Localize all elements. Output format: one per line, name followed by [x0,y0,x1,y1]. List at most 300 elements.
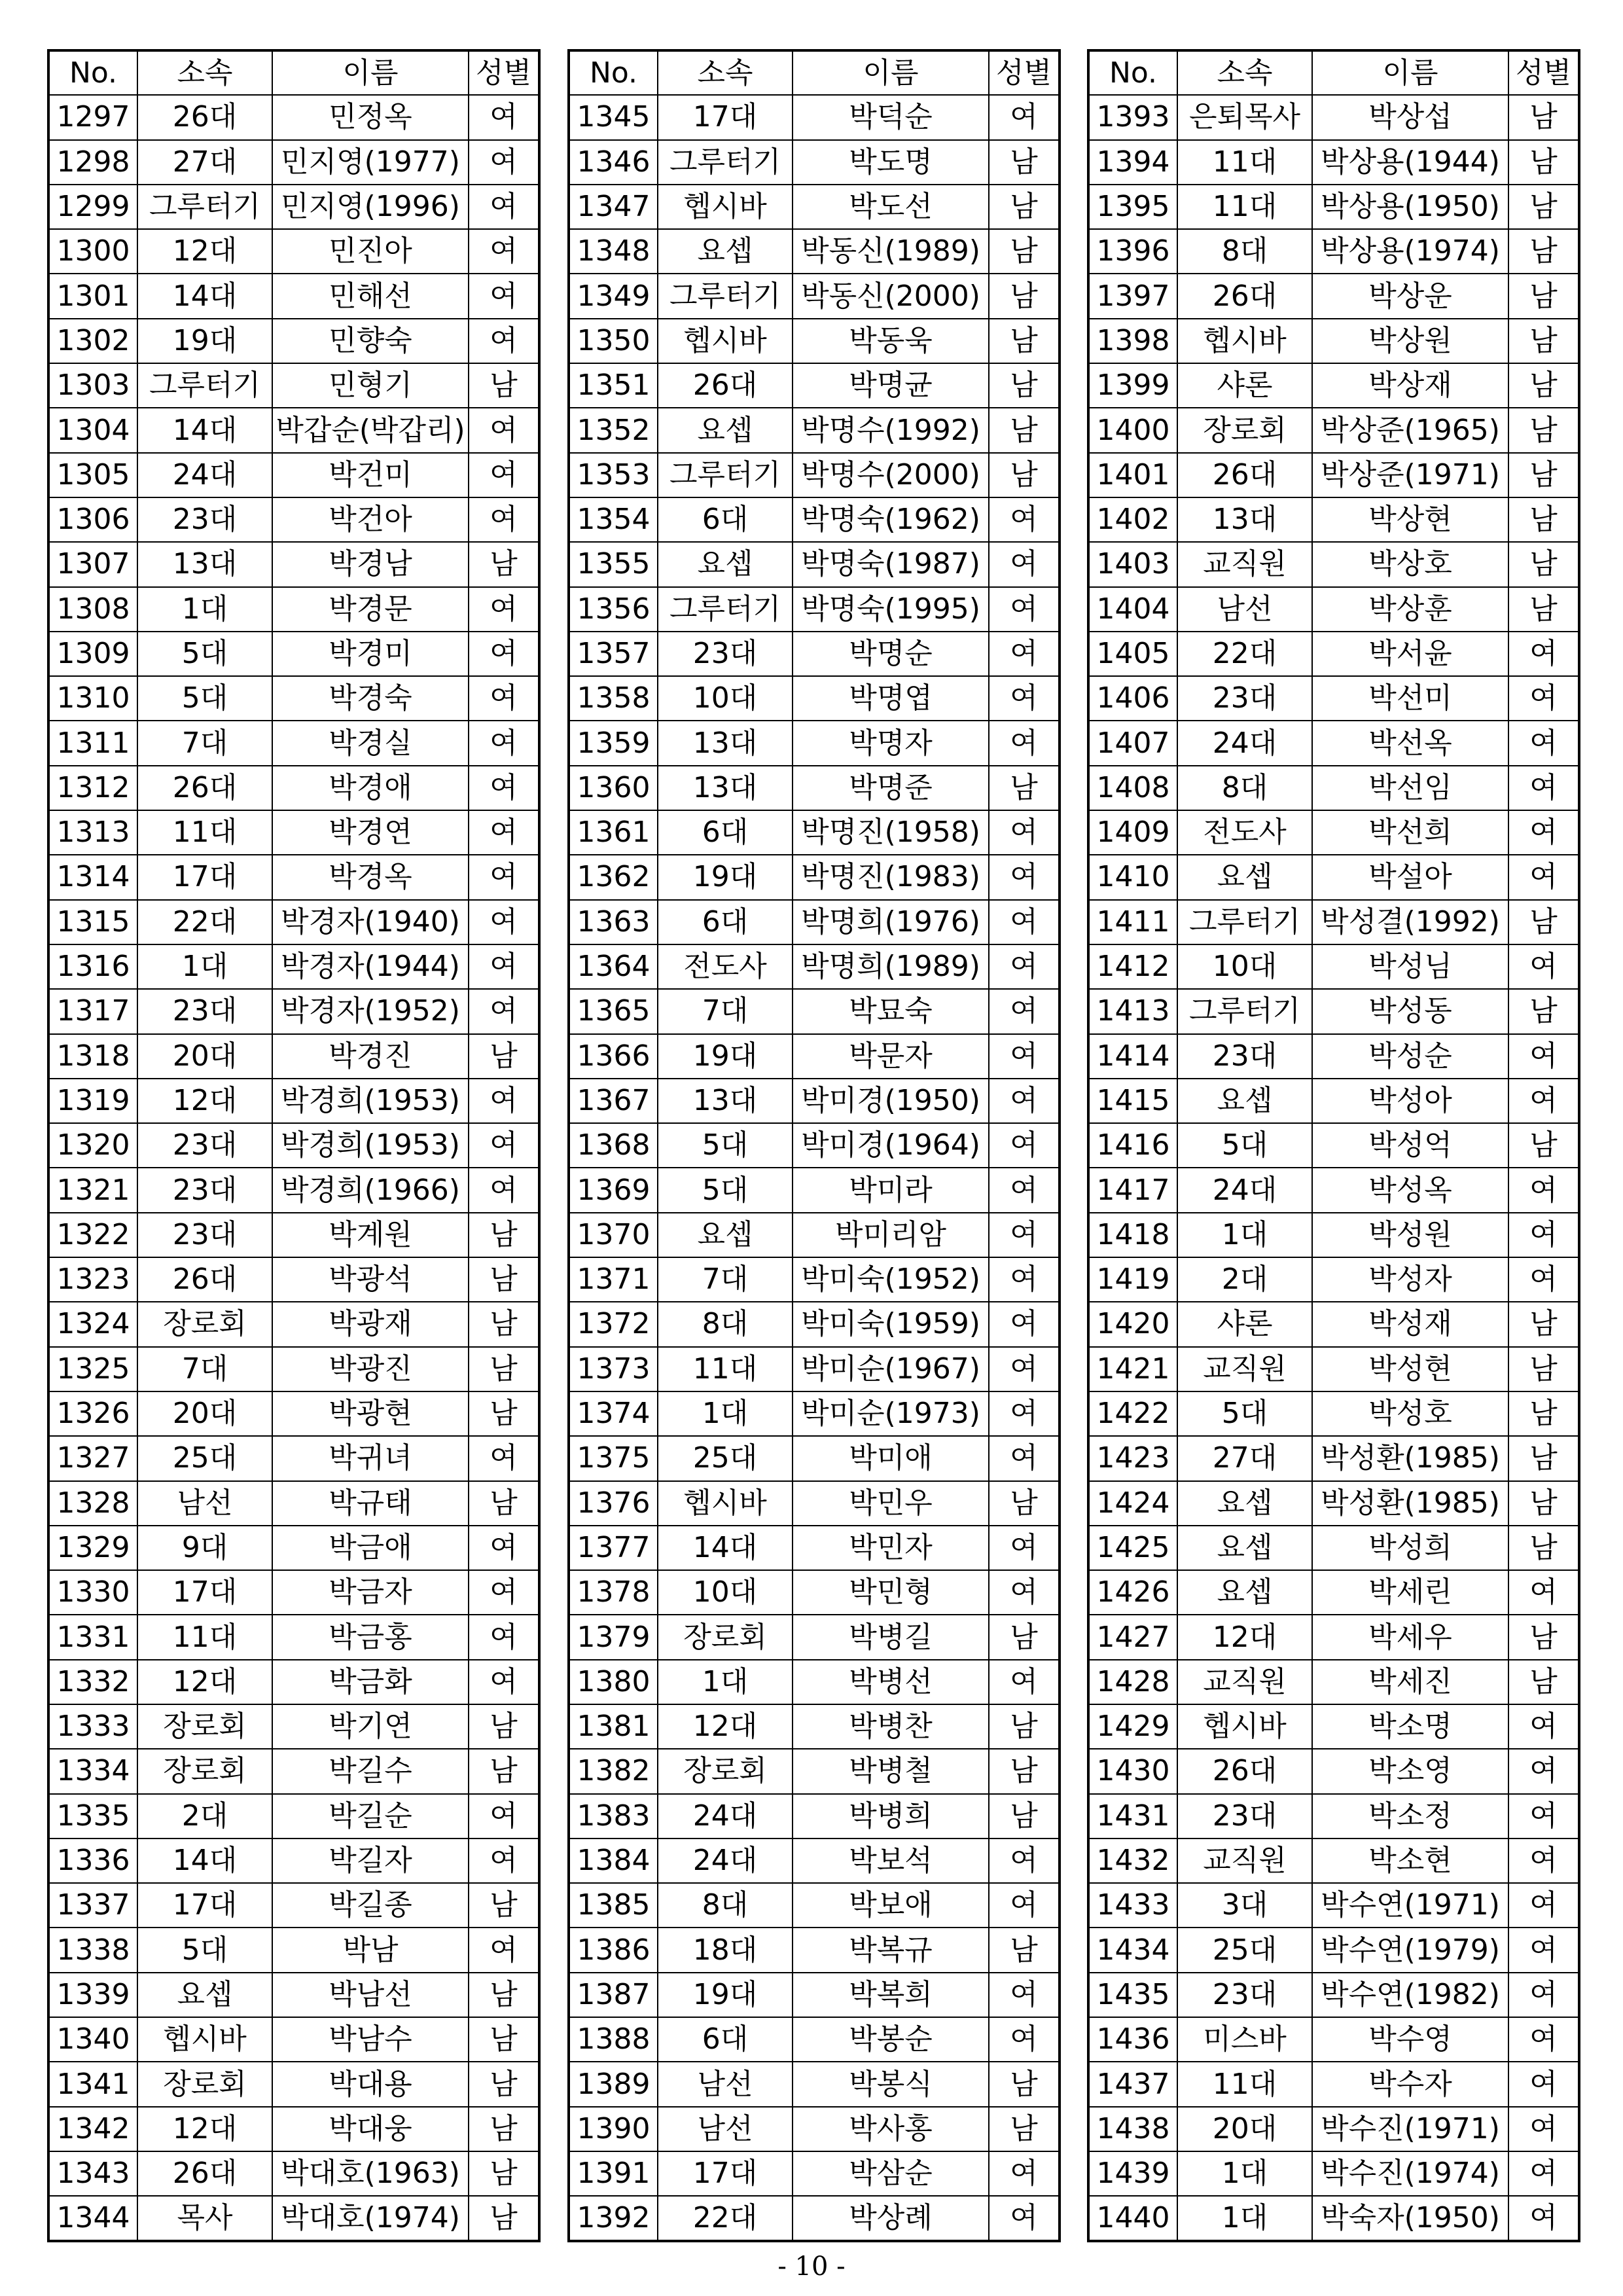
cell-name: 민향숙 [272,319,469,363]
table-row [1088,766,1579,810]
table-row [1088,2107,1579,2151]
cell-no: 1322 [48,1213,137,1257]
cell-gender: 남 [469,1257,539,1302]
cell-name: 박상준(1965) [1312,408,1508,452]
cell-affiliation: 1대 [137,944,272,989]
cell-affiliation: 그루터기 [658,453,793,497]
header-name: 이름 [793,50,989,95]
cell-name: 박상재 [1312,363,1508,408]
cell-name: 박설아 [1312,855,1508,899]
table-row [569,1168,1060,1212]
cell-no: 1366 [569,1034,658,1079]
cell-affiliation: 샤론 [1177,363,1312,408]
cell-gender: 남 [469,1973,539,2017]
cell-name: 박병철 [793,1749,989,1793]
table-row [569,1257,1060,1302]
cell-name: 박광현 [272,1391,469,1436]
cell-name: 박복희 [793,1973,989,2017]
cell-gender: 여 [469,587,539,632]
cell-gender: 남 [989,1794,1060,1839]
cell-name: 박사홍 [793,2107,989,2151]
cell-gender: 여 [469,1570,539,1615]
table-row [1088,274,1579,318]
cell-affiliation: 요셉 [658,1213,793,1257]
table-row [48,1928,539,1972]
cell-name: 박경자(1952) [272,989,469,1033]
cell-affiliation: 13대 [658,766,793,810]
cell-gender: 여 [1508,2062,1579,2106]
header-no: No. [1088,50,1177,95]
cell-gender: 여 [989,1660,1060,1704]
cell-name: 박미순(1973) [793,1391,989,1436]
cell-name: 박성억 [1312,1123,1508,1168]
cell-name: 박건아 [272,497,469,542]
cell-gender: 여 [989,1168,1060,1212]
cell-name: 박성순 [1312,1034,1508,1079]
cell-gender: 여 [989,676,1060,721]
cell-gender: 남 [989,1481,1060,1526]
cell-affiliation: 요셉 [658,542,793,586]
table-row [1088,95,1579,139]
cell-name: 박상례 [793,2196,989,2240]
table-row [48,1839,539,1883]
cell-gender: 남 [989,1704,1060,1749]
cell-gender: 남 [1508,1123,1579,1168]
cell-affiliation: 14대 [658,1526,793,1570]
cell-gender: 여 [1508,2151,1579,2196]
cell-affiliation: 23대 [1177,1034,1312,1079]
cell-no: 1353 [569,453,658,497]
cell-no: 1357 [569,632,658,676]
cell-affiliation: 요셉 [1177,1079,1312,1123]
cell-affiliation: 27대 [1177,1436,1312,1480]
table-row [569,1883,1060,1928]
cell-affiliation: 교직원 [1177,542,1312,586]
cell-affiliation: 18대 [658,1928,793,1972]
cell-no: 1390 [569,2107,658,2151]
cell-gender: 여 [989,1079,1060,1123]
cell-gender: 여 [989,1883,1060,1928]
cell-gender: 여 [989,1839,1060,1883]
table-row [1088,1839,1579,1883]
cell-name: 박명희(1989) [793,944,989,989]
table-row [1088,721,1579,765]
cell-name: 박상원 [1312,319,1508,363]
cell-no: 1376 [569,1481,658,1526]
cell-affiliation: 24대 [1177,1168,1312,1212]
cell-no: 1362 [569,855,658,899]
cell-name: 박경자(1944) [272,944,469,989]
cell-gender: 남 [1508,363,1579,408]
cell-gender: 여 [1508,1794,1579,1839]
table-row [569,766,1060,810]
cell-no: 1430 [1088,1749,1177,1793]
cell-name: 박성환(1985) [1312,1481,1508,1526]
cell-no: 1346 [569,140,658,185]
table-row [1088,1526,1579,1570]
cell-gender: 여 [1508,721,1579,765]
cell-affiliation: 12대 [658,1704,793,1749]
cell-affiliation: 23대 [137,1123,272,1168]
cell-name: 민해선 [272,274,469,318]
table-row [48,721,539,765]
cell-name: 박남선 [272,1973,469,2017]
cell-no: 1307 [48,542,137,586]
cell-no: 1380 [569,1660,658,1704]
cell-gender: 여 [469,676,539,721]
cell-affiliation: 목사 [137,2196,272,2240]
cell-affiliation: 5대 [137,632,272,676]
cell-affiliation: 26대 [137,95,272,139]
cell-affiliation: 2대 [1177,1257,1312,1302]
cell-gender: 여 [1508,2107,1579,2151]
table-row [569,1213,1060,1257]
cell-affiliation: 장로회 [137,2062,272,2106]
cell-affiliation: 19대 [658,1034,793,1079]
cell-gender: 남 [989,185,1060,229]
cell-affiliation: 19대 [137,319,272,363]
cell-gender: 남 [1508,900,1579,944]
cell-gender: 여 [1508,1034,1579,1079]
table-row [1088,542,1579,586]
cell-gender: 남 [1508,1347,1579,1391]
header-gender: 성별 [1508,50,1579,95]
cell-no: 1301 [48,274,137,318]
cell-name: 박도선 [793,185,989,229]
cell-no: 1306 [48,497,137,542]
cell-affiliation: 26대 [137,2151,272,2196]
cell-gender: 여 [1508,1570,1579,1615]
cell-name: 박상용(1974) [1312,229,1508,274]
cell-affiliation: 14대 [137,274,272,318]
cell-affiliation: 그루터기 [137,185,272,229]
cell-no: 1385 [569,1883,658,1928]
cell-affiliation: 그루터기 [137,363,272,408]
cell-gender: 남 [1508,408,1579,452]
header-gender: 성별 [989,50,1060,95]
cell-affiliation: 17대 [137,1570,272,1615]
cell-name: 박미경(1964) [793,1123,989,1168]
cell-no: 1299 [48,185,137,229]
cell-affiliation: 요셉 [137,1973,272,2017]
cell-no: 1319 [48,1079,137,1123]
table-row [48,95,539,139]
cell-affiliation: 12대 [137,1079,272,1123]
table-row [48,408,539,452]
table-row [48,274,539,318]
cell-name: 민형기 [272,363,469,408]
cell-no: 1370 [569,1213,658,1257]
cell-name: 박수자 [1312,2062,1508,2106]
header-no: No. [569,50,658,95]
cell-gender: 여 [989,989,1060,1033]
table-row [569,1347,1060,1391]
cell-name: 박묘숙 [793,989,989,1033]
cell-name: 박명진(1958) [793,810,989,855]
cell-affiliation: 10대 [1177,944,1312,989]
cell-affiliation: 2대 [137,1794,272,1839]
cell-no: 1399 [1088,363,1177,408]
cell-name: 박삼순 [793,2151,989,2196]
cell-no: 1305 [48,453,137,497]
cell-no: 1314 [48,855,137,899]
roster-table-1 [47,49,541,2242]
cell-affiliation: 17대 [137,855,272,899]
cell-gender: 남 [1508,1660,1579,1704]
table-row [569,1481,1060,1526]
table-row [569,1839,1060,1883]
table-row [569,676,1060,721]
cell-affiliation: 8대 [1177,229,1312,274]
cell-no: 1372 [569,1302,658,1346]
cell-gender: 여 [1508,1839,1579,1883]
cell-gender: 여 [469,855,539,899]
cell-name: 박미숙(1952) [793,1257,989,1302]
cell-affiliation: 22대 [137,900,272,944]
cell-affiliation: 그루터기 [658,140,793,185]
cell-affiliation: 14대 [137,408,272,452]
cell-no: 1427 [1088,1615,1177,1659]
cell-gender: 여 [989,1347,1060,1391]
cell-name: 박서윤 [1312,632,1508,676]
header-affiliation: 소속 [658,50,793,95]
cell-affiliation: 24대 [658,1839,793,1883]
cell-name: 박상호 [1312,542,1508,586]
table-row [48,632,539,676]
table-row [569,1615,1060,1659]
table-row [1088,1928,1579,1972]
cell-gender: 여 [989,1973,1060,2017]
cell-name: 박경숙 [272,676,469,721]
table-row [48,587,539,632]
cell-gender: 여 [1508,1749,1579,1793]
cell-affiliation: 남선 [1177,587,1312,632]
cell-name: 박경희(1953) [272,1123,469,1168]
cell-affiliation: 23대 [658,632,793,676]
cell-affiliation: 요셉 [658,229,793,274]
cell-name: 박경자(1940) [272,900,469,944]
cell-affiliation: 7대 [137,721,272,765]
cell-gender: 여 [469,1660,539,1704]
cell-no: 1359 [569,721,658,765]
cell-name: 박수진(1974) [1312,2151,1508,2196]
cell-gender: 남 [469,2107,539,2151]
cell-affiliation: 26대 [1177,274,1312,318]
cell-name: 박명진(1983) [793,855,989,899]
table-row [569,2062,1060,2106]
cell-name: 박경애 [272,766,469,810]
cell-no: 1332 [48,1660,137,1704]
table-row [1088,810,1579,855]
cell-affiliation: 11대 [658,1347,793,1391]
cell-no: 1321 [48,1168,137,1212]
cell-gender: 여 [469,1839,539,1883]
cell-name: 박상운 [1312,274,1508,318]
cell-name: 박병선 [793,1660,989,1704]
table-row [569,229,1060,274]
cell-name: 박대호(1974) [272,2196,469,2240]
table-row [569,2151,1060,2196]
table-row [48,1168,539,1212]
cell-no: 1418 [1088,1213,1177,1257]
table-row [569,1794,1060,1839]
cell-no: 1312 [48,766,137,810]
cell-gender: 남 [1508,1436,1579,1480]
table-row [1088,408,1579,452]
table-row [1088,497,1579,542]
cell-affiliation: 6대 [658,497,793,542]
cell-name: 박선희 [1312,810,1508,855]
cell-affiliation: 27대 [137,140,272,185]
cell-name: 박길수 [272,1749,469,1793]
cell-name: 박상준(1971) [1312,453,1508,497]
table-row [48,2107,539,2151]
table-row [569,363,1060,408]
cell-name: 박금화 [272,1660,469,1704]
cell-no: 1317 [48,989,137,1033]
cell-affiliation: 26대 [658,363,793,408]
cell-gender: 여 [469,1526,539,1570]
cell-affiliation: 전도사 [658,944,793,989]
cell-affiliation: 13대 [137,542,272,586]
table-row [1088,453,1579,497]
cell-gender: 여 [1508,810,1579,855]
cell-no: 1361 [569,810,658,855]
cell-no: 1326 [48,1391,137,1436]
cell-gender: 남 [1508,1526,1579,1570]
cell-gender: 남 [989,363,1060,408]
cell-affiliation: 헵시바 [658,1481,793,1526]
cell-no: 1297 [48,95,137,139]
cell-affiliation: 요셉 [1177,1570,1312,1615]
cell-gender: 남 [1508,453,1579,497]
cell-no: 1325 [48,1347,137,1391]
cell-no: 1416 [1088,1123,1177,1168]
cell-no: 1368 [569,1123,658,1168]
table-row [1088,1749,1579,1793]
cell-no: 1394 [1088,140,1177,185]
table-row [569,1436,1060,1480]
cell-affiliation: 23대 [1177,1973,1312,2017]
cell-name: 박길순 [272,1794,469,1839]
table-row [48,453,539,497]
cell-no: 1358 [569,676,658,721]
table-row [1088,1302,1579,1346]
cell-no: 1320 [48,1123,137,1168]
cell-gender: 여 [469,810,539,855]
cell-affiliation: 장로회 [137,1302,272,1346]
table-row [569,274,1060,318]
cell-name: 박명숙(1987) [793,542,989,586]
cell-no: 1422 [1088,1391,1177,1436]
table-row [1088,1436,1579,1480]
cell-no: 1363 [569,900,658,944]
table-row [569,140,1060,185]
table-row [48,229,539,274]
cell-no: 1396 [1088,229,1177,274]
cell-affiliation: 24대 [137,453,272,497]
table-row [569,1660,1060,1704]
table-row [1088,1883,1579,1928]
cell-no: 1356 [569,587,658,632]
cell-no: 1428 [1088,1660,1177,1704]
cell-no: 1350 [569,319,658,363]
cell-no: 1341 [48,2062,137,2106]
cell-name: 박소영 [1312,1749,1508,1793]
cell-affiliation: 11대 [1177,185,1312,229]
cell-no: 1426 [1088,1570,1177,1615]
cell-gender: 여 [469,140,539,185]
cell-gender: 여 [469,944,539,989]
cell-affiliation: 헵시바 [658,185,793,229]
cell-no: 1402 [1088,497,1177,542]
cell-no: 1352 [569,408,658,452]
cell-no: 1365 [569,989,658,1033]
cell-affiliation: 26대 [137,1257,272,1302]
cell-name: 박계원 [272,1213,469,1257]
table-row [48,185,539,229]
table-row [1088,1168,1579,1212]
cell-no: 1432 [1088,1839,1177,1883]
cell-affiliation: 26대 [1177,1749,1312,1793]
table-row [48,1302,539,1346]
cell-affiliation: 11대 [1177,2062,1312,2106]
cell-name: 박명순 [793,632,989,676]
cell-affiliation: 17대 [658,95,793,139]
cell-name: 박명자 [793,721,989,765]
cell-gender: 남 [469,1749,539,1793]
cell-no: 1367 [569,1079,658,1123]
cell-no: 1387 [569,1973,658,2017]
cell-no: 1298 [48,140,137,185]
cell-affiliation: 그루터기 [1177,900,1312,944]
cell-name: 박성아 [1312,1079,1508,1123]
table-row [1088,2151,1579,2196]
cell-affiliation: 20대 [137,1391,272,1436]
cell-no: 1337 [48,1883,137,1928]
cell-affiliation: 19대 [658,1973,793,2017]
cell-name: 민정옥 [272,95,469,139]
cell-name: 박소명 [1312,1704,1508,1749]
table-row [48,1481,539,1526]
cell-gender: 남 [1508,1302,1579,1346]
cell-no: 1318 [48,1034,137,1079]
cell-no: 1373 [569,1347,658,1391]
cell-gender: 남 [1508,1391,1579,1436]
cell-gender: 여 [989,855,1060,899]
cell-no: 1308 [48,587,137,632]
table-row [569,319,1060,363]
cell-gender: 여 [1508,632,1579,676]
cell-no: 1324 [48,1302,137,1346]
cell-gender: 여 [989,1302,1060,1346]
cell-affiliation: 그루터기 [1177,989,1312,1033]
cell-gender: 여 [469,274,539,318]
cell-gender: 여 [989,721,1060,765]
table-row [569,1570,1060,1615]
cell-name: 박성희 [1312,1526,1508,1570]
cell-no: 1412 [1088,944,1177,989]
cell-affiliation: 샤론 [1177,1302,1312,1346]
cell-affiliation: 1대 [1177,2151,1312,2196]
cell-name: 박길종 [272,1883,469,1928]
cell-gender: 여 [1508,1079,1579,1123]
cell-affiliation: 미스바 [1177,2017,1312,2062]
cell-affiliation: 헵시바 [658,319,793,363]
cell-gender: 여 [469,229,539,274]
cell-name: 박성현 [1312,1347,1508,1391]
cell-affiliation: 장로회 [658,1749,793,1793]
